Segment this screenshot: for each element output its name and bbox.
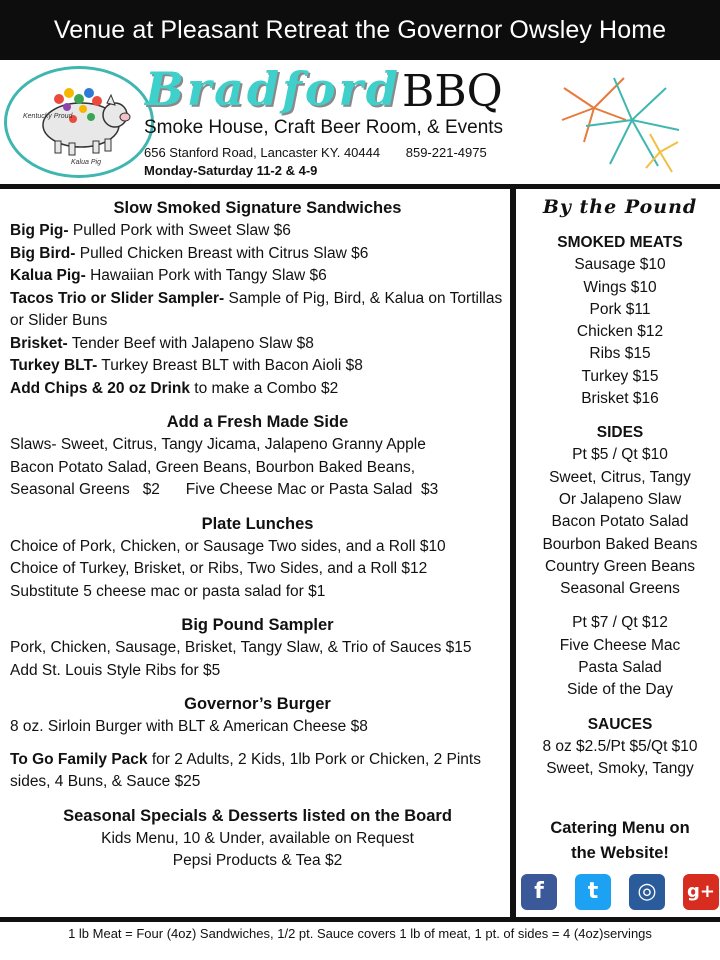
- burger-heading: Governor’s Burger: [184, 695, 331, 713]
- list-item: Turkey $15: [581, 367, 659, 385]
- specials-heading: Seasonal Specials & Desserts listed on the Board: [63, 806, 452, 825]
- pig-logo: [4, 66, 154, 178]
- sauces-group: [520, 714, 720, 781]
- sides-line: Bacon Potato Salad, Green Beans, Bourbon Baked Beans,: [10, 458, 415, 476]
- sides-line: Seasonal Greens $2 Five Cheese Mac or Pasta Salad $3: [10, 481, 439, 498]
- footer-note: 1 lb Meat = Four (4oz) Sandwiches, 1/2 pt. Sauce covers 1 lb of meat, 1 pt. of sides = 4 (4oz)servings: [68, 926, 652, 941]
- facebook-icon[interactable]: f: [521, 874, 557, 910]
- brand-bbq: BBQ: [402, 66, 503, 117]
- logo-label-bottom: Kalua Pig: [71, 159, 101, 166]
- burger-section: [10, 692, 505, 739]
- sides-group-2: [520, 612, 720, 701]
- menu-item: Tacos Trio or Slider Sampler- Sample of Pig, Bird, & Kalua on Tortillas or Slider Buns: [10, 289, 503, 329]
- brand-name: Bradford: [145, 62, 401, 116]
- list-item: Ribs $15: [589, 345, 651, 363]
- sandwiches-section: [10, 196, 505, 400]
- starburst-icon: [554, 68, 684, 180]
- list-item: Seasonal Greens: [560, 580, 680, 598]
- menu-item: Brisket- Tender Beef with Jalapeno Slaw $8: [10, 334, 314, 352]
- sampler-section: [10, 613, 505, 682]
- social-links: [520, 874, 720, 910]
- by-the-pound-column: [520, 196, 720, 910]
- menu-item: Turkey BLT- Turkey Breast BLT with Bacon Aioli $8: [10, 357, 363, 374]
- sides-heading: Add a Fresh Made Side: [166, 413, 349, 431]
- list-item: Brisket $16: [581, 390, 659, 408]
- list-item: Pasta Salad: [578, 659, 662, 677]
- instagram-icon[interactable]: ◎: [629, 874, 665, 910]
- main-menu: [10, 196, 505, 883]
- specials-line: Pepsi Products & Tea $2: [172, 852, 343, 869]
- sides-section: [10, 410, 505, 502]
- family-pack: To Go Family Pack for 2 Adults, 2 Kids, 1lb Pork or Chicken, 2 Pints sides, 4 Buns, & Sauce $25: [10, 750, 481, 790]
- menu-item: Big Bird- Pulled Chicken Breast with Citrus Slaw $6: [10, 244, 369, 262]
- header: [0, 60, 720, 182]
- hours: Monday-Saturday 11-2 & 4-9: [144, 163, 318, 178]
- list-item: Five Cheese Mac: [559, 636, 681, 654]
- footer-divider: [0, 917, 720, 922]
- list-item: Or Jalapeno Slaw: [558, 490, 682, 508]
- twitter-icon[interactable]: t: [575, 874, 611, 910]
- catering-note: [520, 816, 720, 866]
- list-item: Pt $7 / Qt $12: [572, 614, 668, 632]
- menu-item: Add Chips & 20 oz Drink to make a Combo $2: [10, 379, 339, 397]
- list-item: Bourbon Baked Beans: [542, 535, 698, 553]
- meats-group: [520, 232, 720, 410]
- column-divider: [510, 189, 516, 917]
- list-item: Pt $5 / Qt $10: [572, 446, 668, 464]
- sides-group: [520, 422, 720, 600]
- menu-item: Kalua Pig- Hawaiian Pork with Tangy Slaw $6: [10, 267, 327, 284]
- by-the-pound-title: By the Pound: [542, 196, 698, 218]
- header-divider: [0, 184, 720, 189]
- phone: 859-221-4975: [405, 145, 487, 160]
- list-item: Side of the Day: [567, 681, 673, 699]
- sampler-heading: Big Pound Sampler: [181, 616, 334, 634]
- catering-line: Catering Menu on: [550, 819, 690, 838]
- tagline: Smoke House, Craft Beer Room, & Events: [144, 117, 504, 138]
- page-title: Venue at Pleasant Retreat the Governor Owsley Home: [0, 0, 720, 60]
- specials-line: Kids Menu, 10 & Under, available on Request: [101, 829, 414, 847]
- list-item: Wings $10: [583, 278, 657, 296]
- list-item: Country Green Beans: [545, 557, 695, 575]
- sauces-heading: SAUCES: [587, 715, 653, 733]
- family-section: [10, 749, 505, 794]
- plates-heading: Plate Lunches: [201, 514, 314, 533]
- sides-line: Slaws- Sweet, Citrus, Tangy Jicama, Jalapeno Granny Apple: [10, 436, 426, 453]
- googleplus-icon[interactable]: g+: [683, 874, 719, 910]
- catering-line: the Website!: [571, 844, 669, 863]
- address: 656 Stanford Road, Lancaster KY. 40444: [144, 145, 381, 160]
- plate-line: Choice of Turkey, Brisket, or Ribs, Two Sides, and a Roll $12: [10, 560, 428, 577]
- list-item: Sweet, Smoky, Tangy: [546, 759, 694, 777]
- plates-section: [10, 512, 505, 604]
- list-item: Sausage $10: [574, 256, 666, 274]
- sides-heading: SIDES: [596, 424, 644, 442]
- menu-item: Big Pig- Pulled Pork with Sweet Slaw $6: [10, 222, 291, 239]
- burger-line: 8 oz. Sirloin Burger with BLT & American Cheese $8: [10, 718, 368, 735]
- logo-label-top: Kentucky Proud: [23, 113, 73, 120]
- sandwiches-heading: Slow Smoked Signature Sandwiches: [113, 199, 402, 217]
- plate-line: Substitute 5 cheese mac or pasta salad for $1: [10, 582, 326, 600]
- list-item: Bacon Potato Salad: [551, 513, 689, 531]
- plate-line: Choice of Pork, Chicken, or Sausage Two sides, and a Roll $10: [10, 537, 446, 555]
- list-item: Chicken $12: [576, 323, 664, 341]
- address-line: [144, 145, 509, 160]
- list-item: 8 oz $2.5/Pt $5/Qt $10: [542, 737, 698, 755]
- sampler-line: Pork, Chicken, Sausage, Brisket, Tangy Slaw, & Trio of Sauces $15: [10, 639, 472, 656]
- specials-section: [10, 804, 505, 873]
- sampler-line: Add St. Louis Style Ribs for $5: [10, 661, 221, 679]
- meats-heading: SMOKED MEATS: [557, 234, 683, 252]
- list-item: Pork $11: [589, 300, 651, 318]
- list-item: Sweet, Citrus, Tangy: [549, 468, 691, 486]
